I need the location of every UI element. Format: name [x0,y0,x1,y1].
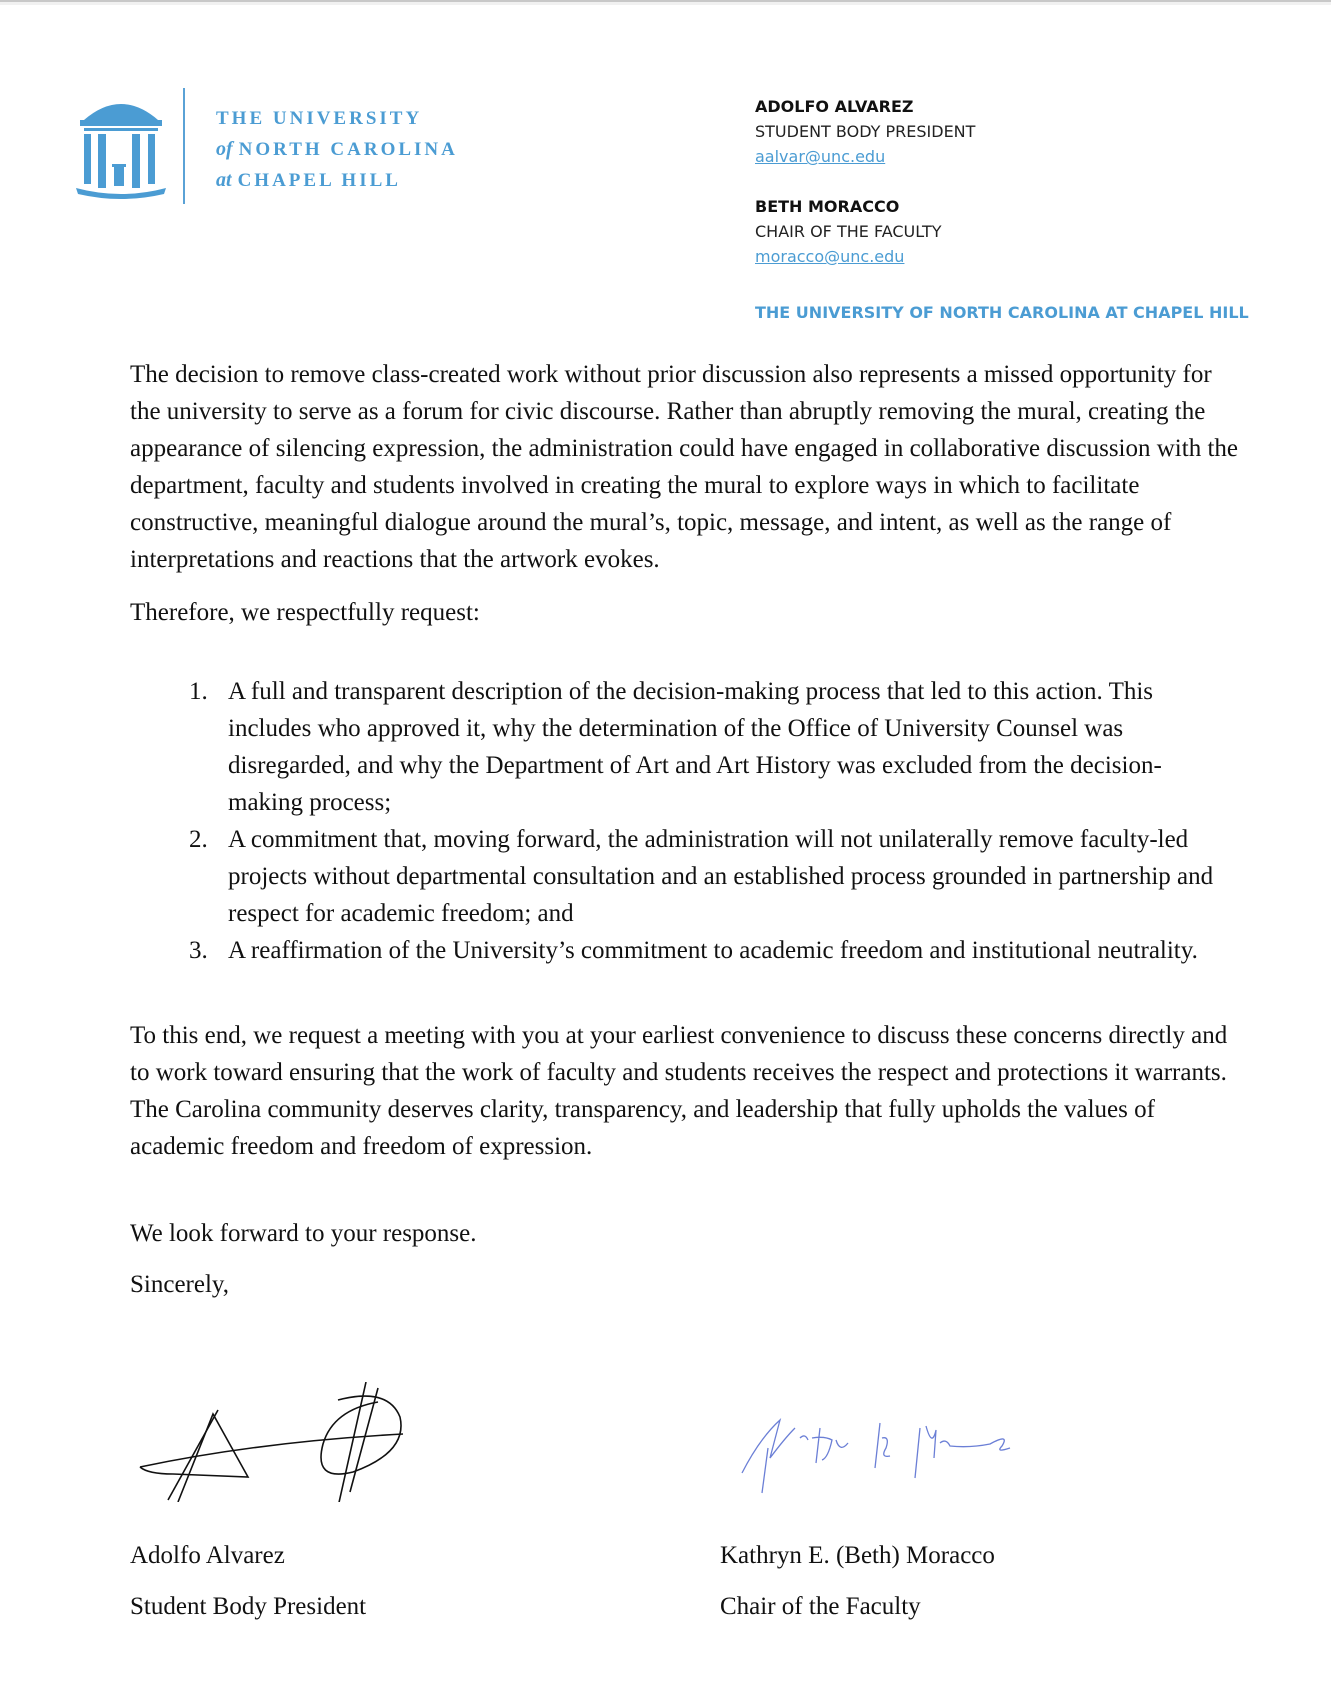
signatory-left [130,1530,366,1632]
request-item: 2. A commitment that, moving forward, the administration will not unilaterally remove faculty-led projects without departmental consultation and an established process grounded in partnership and respect for academic freedom; and [214,821,1230,932]
signature-alvarez [138,1382,428,1502]
old-well-logo-icon [76,90,166,200]
letterhead-contacts [755,94,1249,325]
institution-name: THE UNIVERSITY OF NORTH CAROLINA AT CHAPEL HILL [755,303,1249,322]
wordmark-chapel-hill: CHAPEL HILL [237,170,401,191]
contact-title: CHAIR OF THE FACULTY [755,222,942,241]
letter-body [130,356,1238,1303]
request-item: 3. A reaffirmation of the University’s commitment to academic freedom and institutional neutrality. [214,932,1230,969]
signature-moracco [740,1408,1060,1498]
valediction: Sincerely, [130,1271,230,1298]
signatory-title: Chair of the Faculty [720,1593,921,1620]
wordmark-line-3 [216,165,458,196]
letter-paragraph: To this end, we request a meeting with you at your earliest convenience to discuss these concerns directly and to work toward ensuring that the work of faculty and students receives the respect and protections it warrants. The Carolina community deserves clarity, transparency, and leadership that fully upholds the values of academic freedom and freedom of expression. [130,1022,1228,1160]
wordmark-line-2 [216,134,458,165]
letter-paragraph: Therefore, we respectfully request: [130,599,480,626]
contact-email-link[interactable]: moracco@unc.edu [755,247,905,266]
contact-name: BETH MORACCO [755,197,900,216]
viewer-top-shadow [0,2,1331,5]
signatory-name: Adolfo Alvarez [130,1542,285,1569]
closing-line: We look forward to your response. [130,1220,477,1247]
spacer [755,269,1249,294]
request-item: 1. A full and transparent description of the decision-making process that led to this action. This includes who approved it, why the determination of the Office of University Counsel was disregarded, and why the Department of Art and Art History was excluded from the decision-making process; [214,673,1230,821]
contact-title: STUDENT BODY PRESIDENT [755,122,976,141]
letter-paragraph: The decision to remove class-created work without prior discussion also represents a missed opportunity for the university to serve as a forum for civic discourse. Rather than abruptly removing the mural, creating the appearance of silencing expression, the administration could have engaged in collaborative discussion with the department, faculty and students involved in creating the mural to explore ways in which to facilitate constructive, meaningful dialogue around the mural’s, topic, message, and intent, as well as the range of interpretations and reactions that the artwork evokes. [130,361,1238,573]
signatory-title: Student Body President [130,1593,367,1620]
wordmark-at: at [216,169,232,191]
request-list [130,673,1230,969]
wordmark-north-carolina: NORTH CAROLINA [238,139,458,160]
signatory-name: Kathryn E. (Beth) Moracco [720,1542,995,1569]
wordmark-of: of [216,138,233,160]
contact-name: ADOLFO ALVAREZ [755,97,914,116]
wordmark-line-1: THE UNIVERSITY [216,108,423,129]
contact-email-link[interactable]: aalvar@unc.edu [755,147,886,166]
spacer [755,169,1249,194]
university-wordmark [216,104,458,196]
signatory-right [720,1530,995,1632]
logo-divider [183,88,185,204]
